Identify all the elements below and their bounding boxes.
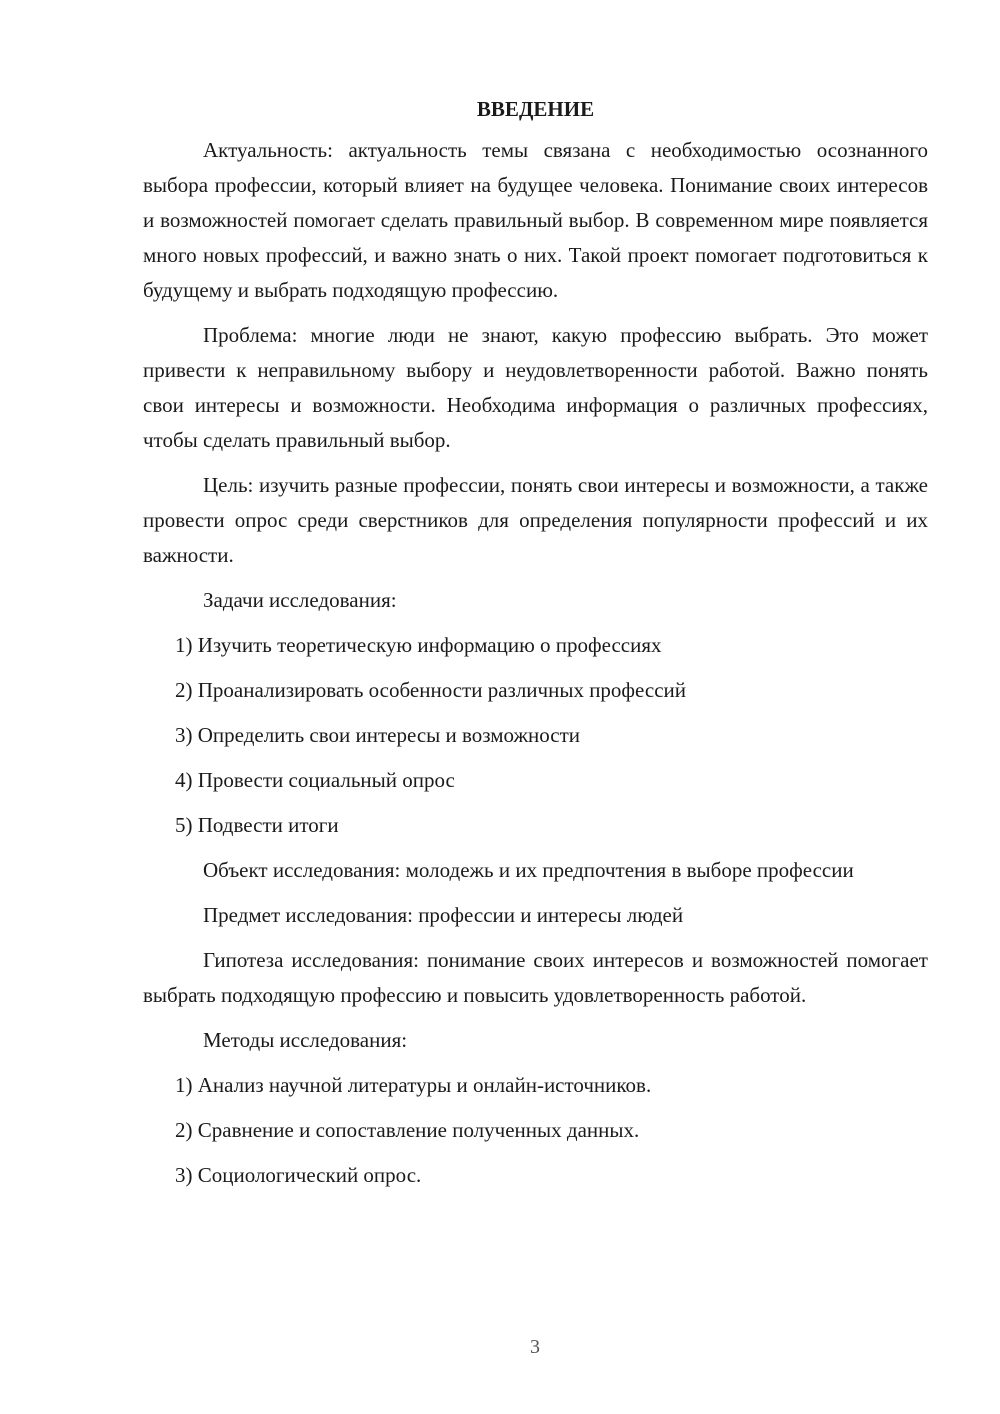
method-item: 3) Социологический опрос. [175, 1163, 422, 1187]
subject-paragraph: Предмет исследования: профессии и интересы людей [203, 903, 684, 927]
relevance-paragraph: Актуальность: актуальность темы связана с необходимостью осознанного выбора профессии, который влияет на будущее человека. Понимание своих интересов и возможностей помогает сделать правильный выбор. В современном мире появляется много новых профессий, и важно знать о них. Такой проект помогает подготовиться к будущему и выбрать подходящую профессию. [143, 138, 928, 302]
task-item: 4) Провести социальный опрос [175, 768, 455, 792]
problem-paragraph: Проблема: многие люди не знают, какую профессию выбрать. Это может привести к неправильному выбору и неудовлетворенности работой. Важно понять свои интересы и возможности. Необходима информация о различных профессиях, чтобы сделать правильный выбор. [143, 323, 928, 452]
methods-list [143, 1068, 928, 1193]
task-item: 2) Проанализировать особенности различных профессий [175, 678, 687, 702]
methods-heading: Методы исследования: [203, 1028, 408, 1052]
hypothesis-paragraph: Гипотеза исследования: понимание своих интересов и возможностей помогает выбрать подходящую профессию и повысить удовлетворенность работой. [143, 948, 928, 1007]
method-item: 1) Анализ научной литературы и онлайн-источников. [175, 1073, 652, 1097]
task-item: 3) Определить свои интересы и возможности [175, 723, 581, 747]
method-item: 2) Сравнение и сопоставление полученных данных. [175, 1118, 640, 1142]
page-number: 3 [530, 1336, 540, 1358]
document-page [143, 92, 928, 1203]
goal-paragraph: Цель: изучить разные профессии, понять свои интересы и возможности, а также провести опрос среди сверстников для определения популярности профессий и их важности. [143, 473, 928, 567]
section-title: ВВЕДЕНИЕ [476, 97, 595, 121]
task-item: 5) Подвести итоги [175, 813, 339, 837]
tasks-heading: Задачи исследования: [203, 588, 397, 612]
object-paragraph: Объект исследования: молодежь и их предпочтения в выборе профессии [203, 858, 854, 882]
tasks-list [143, 628, 928, 843]
task-item: 1) Изучить теоретическую информацию о профессиях [175, 633, 662, 657]
